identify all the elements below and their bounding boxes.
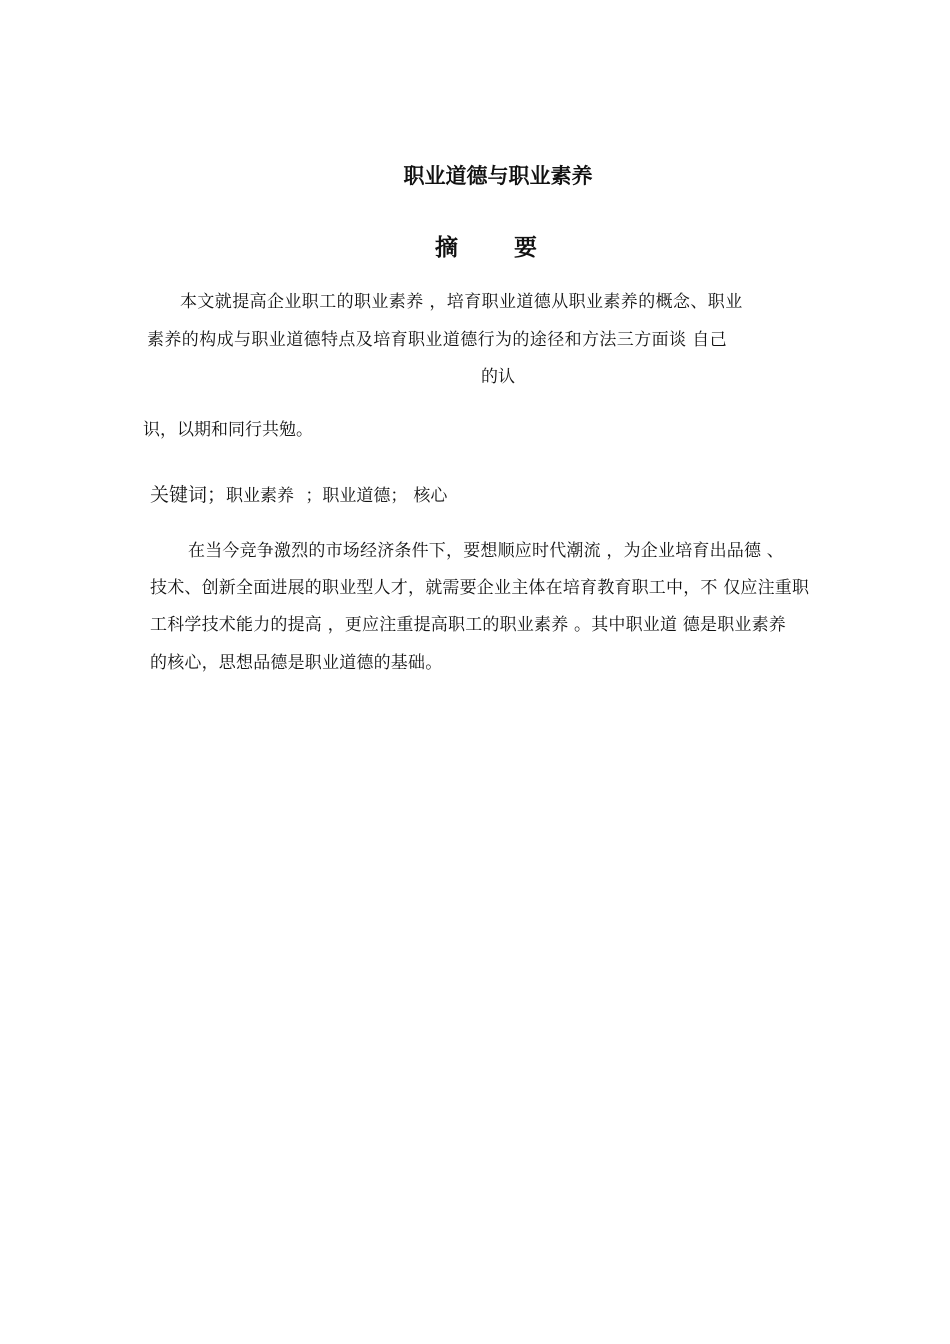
keyword-item: 职业素养 <box>226 486 300 506</box>
document-title: 职业道德与职业素养 <box>403 164 593 188</box>
body-line-1: 在当今竞争激烈的市场经济条件下，要想顺应时代潮流 ，为企业培育出品德 、 <box>188 541 785 561</box>
abstract-line-4: 识，以期和同行共勉。 <box>143 420 313 440</box>
body-line-2: 技术、创新全面进展的职业型人才，就需要企业主体在培育教育职工中，不 仅应注重职 <box>150 578 810 598</box>
abstract-line-2: 素养的构成与职业道德特点及培育职业道德行为的途径和方法三方面谈 自己 <box>147 330 728 350</box>
body-line-3: 工科学技术能力的提高 ，更应注重提高职工的职业素养 。其中职业道 德是职业素养 <box>150 615 787 635</box>
abstract-line-3: 的认 <box>481 367 515 387</box>
keywords-line <box>150 483 447 508</box>
keyword-item: ；职业道德； <box>305 486 408 506</box>
keyword-item: 核心 <box>413 486 448 506</box>
keywords-label: 关键词； <box>150 484 227 506</box>
abstract-line-1: 本文就提高企业职工的职业素养 ，培育职业道德从职业素养的概念、职业 <box>180 292 743 312</box>
abstract-heading: 摘 要 <box>434 235 561 261</box>
body-line-4: 的核心，思想品德是职业道德的基础。 <box>150 653 443 673</box>
